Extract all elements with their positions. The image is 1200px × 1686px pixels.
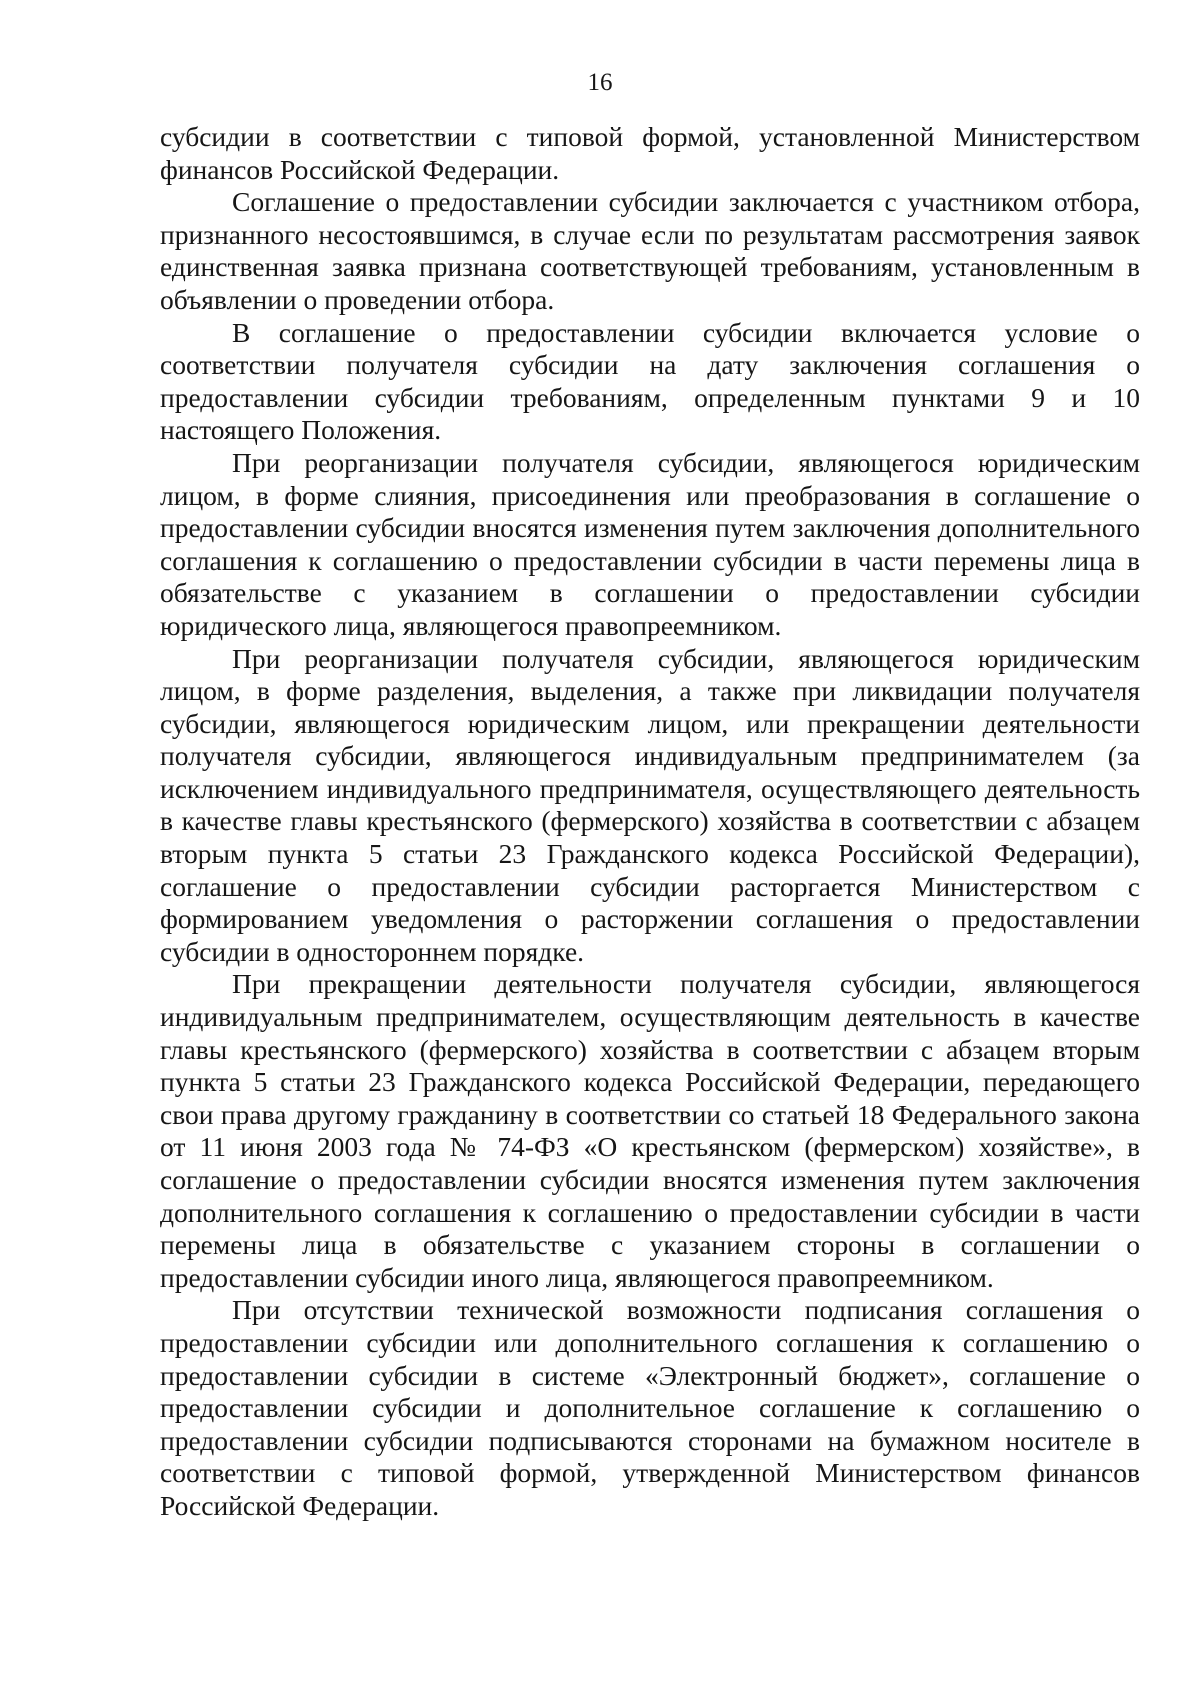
paragraph-farm-head-transfer: При прекращении деятельности получателя субсидии, являющегося индивидуальным предпринимателем, осуществляющим деятельность в качестве главы крестьянского (фермерского) хозяйства в соответствии с абзацем вторым пункта 5 статьи 23 Гражданского кодекса Российской Федерации, передающего свои права другому гражданину в соответствии со статьей 18 Федерального закона от 11 июня 2003 года № 74-ФЗ «О крестьянском (фермерском) хозяйстве», в соглашение о предоставлении субсидии вносятся изменения путем заключения дополнительного соглашения к соглашению о предоставлении субсидии в части перемены лица в обязательстве с указанием стороны в соглашении о предоставлении субсидии иного лица, являющегося правопреемником. — [160, 968, 1140, 1293]
page-number: 16 — [587, 69, 613, 96]
paragraph-continuation: субсидии в соответствии с типовой формой, установленной Министерством финансов Российской Федерации. — [160, 121, 1140, 185]
paragraph-reorganization-merger: При реорганизации получателя субсидии, являющегося юридическим лицом, в форме слияния, присоединения или преобразования в соглашение о предоставлении субсидии вносятся изменения путем заключения дополнительного соглашения к соглашению о предоставлении субсидии в части перемены лица в обязательстве с указанием в соглашении о предоставлении субсидии юридического лица, являющегося правопреемником. — [160, 446, 1140, 641]
paragraph-agreement-conditions: В соглашение о предоставлении субсидии включается условие о соответствии получателя субсидии на дату заключения соглашения о предоставлении субсидии требованиям, определенным пунктами 9 и 10 настоящего Положения. — [160, 316, 1140, 446]
paragraph-paper-signing: При отсутствии технической возможности подписания соглашения о предоставлении субсидии или дополнительного соглашения к соглашению о предоставлении субсидии в системе «Электронный бюджет», соглашение о предоставлении субсидии и дополнительное соглашение к соглашению о предоставлении субсидии подписываются сторонами на бумажном носителе в соответствии с типовой формой, утвержденной Министерством финансов Российской Федерации. — [160, 1294, 1140, 1521]
document-body — [160, 121, 1140, 1523]
paragraph-agreement-with-sole-participant: Соглашение о предоставлении субсидии заключается с участником отбора, признанного несостоявшимся, в случае если по результатам рассмотрения заявок единственная заявка признана соответствующей требованиям, установленным в объявлении о проведении отбора. — [160, 186, 1140, 315]
paragraph-reorganization-division: При реорганизации получателя субсидии, являющегося юридическим лицом, в форме разделения, выделения, а также при ликвидации получателя субсидии, являющегося юридическим лицом, или прекращении деятельности получателя субсидии, являющегося индивидуальным предпринимателем (за исключением индивидуального предпринимателя, осуществляющего деятельность в качестве главы крестьянского (фермерского) хозяйства в соответствии с абзацем вторым пункта 5 статьи 23 Гражданского кодекса Российской Федерации), соглашение о предоставлении субсидии расторгается Министерством с формированием уведомления о расторжении соглашения о предоставлении субсидии в одностороннем порядке. — [160, 642, 1140, 967]
